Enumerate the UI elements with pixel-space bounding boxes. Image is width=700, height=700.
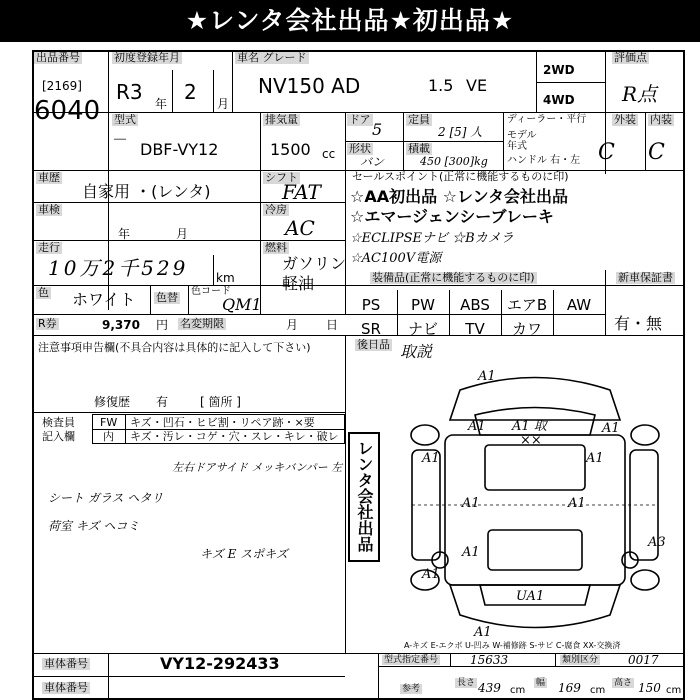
length-unit: cm	[510, 685, 526, 696]
car-damage-diagram	[390, 360, 680, 650]
damage-mark: A3	[648, 535, 666, 550]
color-change-label: 色替	[156, 291, 178, 304]
after-parts: 取説	[400, 342, 433, 361]
rental-stamp-text: レンタ会社出品	[355, 440, 374, 552]
note-3: 荷室 キズ ヘコミ	[48, 519, 140, 533]
shape-label: 形状	[349, 142, 371, 155]
inspector-label: 検査員 記入欄	[42, 416, 75, 443]
yen-unit: 円	[156, 318, 169, 332]
drive-4wd: 4WD	[543, 93, 575, 107]
damage-mark: A1	[468, 419, 486, 434]
equip-pw: PW	[411, 296, 435, 314]
length-label: 長さ	[457, 678, 476, 688]
damage-mark: ××	[520, 433, 542, 448]
damage-mark: A1	[462, 496, 480, 511]
equip-tv: TV	[465, 320, 485, 338]
repair-yes: 有	[156, 395, 169, 409]
selling-point-2: ☆エマージェンシーブレーキ	[350, 207, 554, 226]
chassis-number: VY12-292433	[160, 654, 280, 673]
ext-grade: C	[598, 140, 615, 165]
width-label: 幅	[536, 678, 546, 688]
height: 150	[638, 681, 661, 695]
repair-label: 修復歴	[94, 395, 131, 409]
equip-sr: SR	[361, 320, 381, 338]
chassis-label: 車体番号	[44, 657, 88, 670]
damage-mark: UA1	[516, 589, 545, 604]
recycle: 9,370	[102, 318, 140, 332]
ref-label: 参考	[402, 684, 421, 694]
note-2: シート ガラス ヘタリ	[48, 491, 164, 505]
class-label: 類別区分	[562, 655, 599, 665]
car-name: NV150 AD	[258, 74, 361, 98]
handle-label: ハンドル 右・左	[507, 155, 581, 166]
cc-value: 1500	[270, 140, 311, 159]
color-label: 色	[38, 286, 49, 299]
warranty: 有・無	[614, 314, 663, 333]
notes-label: 注意事項申告欄(不具合内容は具体的に記入して下さい)	[38, 341, 311, 354]
ac-label: 冷房	[265, 203, 287, 216]
width: 169	[558, 681, 581, 695]
selling-point-4: ☆AC100V電源	[350, 251, 442, 266]
drive-2wd: 2WD	[543, 63, 575, 77]
banner-title: ★レンタ会社出品★初出品★	[0, 0, 700, 42]
lot-sub: [2169]	[42, 79, 82, 93]
inspection-month: 月	[176, 227, 189, 241]
model-year-label: モデル 年式	[507, 130, 537, 152]
ac: AC	[285, 216, 315, 240]
damage-mark: A1	[422, 451, 440, 466]
inspection-year: 年	[118, 227, 131, 241]
equip-airbag: エアB	[506, 296, 548, 314]
shape: バン	[360, 155, 385, 169]
damage-mark: A1	[478, 369, 496, 384]
height-label: 高さ	[614, 678, 633, 688]
model-code: DBF-VY12	[140, 140, 219, 159]
equip-leather: カワ	[511, 320, 542, 338]
selling-points-label: セールスポイント(正常に機能するものに印)	[352, 170, 569, 183]
load-label: 積載	[408, 142, 430, 155]
shift-label: シフト	[265, 171, 298, 184]
score: R点	[622, 82, 658, 106]
equip-ps: PS	[361, 296, 381, 314]
class: 0017	[628, 653, 659, 667]
fuel-gasoline: ガソリン	[282, 254, 347, 273]
int-grade: C	[648, 140, 665, 165]
note-4: キズ E スポキズ	[200, 547, 288, 561]
dealer-label: ディーラー・平行	[507, 114, 587, 125]
length: 439	[478, 681, 501, 695]
legend-in: 内	[103, 430, 114, 443]
damage-mark: A1	[586, 451, 604, 466]
recycle-label: R券	[38, 317, 57, 330]
form-no: 15633	[470, 653, 509, 667]
repair-loc: [ 箇所 ]	[200, 395, 241, 409]
lot-label: 出品番号	[36, 51, 80, 64]
form-no-label: 型式指定番号	[384, 655, 439, 665]
equipment-label: 装備品(正常に機能するものに印)	[372, 271, 535, 284]
usage: 自家用 ・(レンタ)	[82, 182, 211, 201]
color: ホワイト	[72, 290, 136, 309]
doors: 5	[372, 120, 383, 139]
model-label: 型式	[114, 113, 136, 126]
mileage: 10万2千529	[48, 256, 189, 280]
year-unit: 年	[155, 97, 168, 111]
cc-unit: cc	[322, 147, 336, 161]
first-reg-label: 初度登録年月	[114, 51, 180, 64]
damage-mark: A1	[474, 625, 492, 640]
capacity-label: 定員	[408, 113, 430, 126]
legend-fw: FW	[100, 416, 118, 429]
mileage-label: 走行	[38, 241, 60, 254]
after-parts-label: 後日品	[357, 338, 390, 351]
doors-label: ドア	[349, 113, 371, 126]
blank-footer-label: 車体番号	[44, 681, 88, 694]
name-change-label: 名変期限	[180, 317, 224, 330]
era: R3	[116, 80, 143, 104]
color-code: QM1	[222, 295, 262, 314]
note-1: 左右ドアサイド メッキバンパー 左	[172, 461, 343, 474]
selling-point-1: ☆AA初出品 ☆レンタ会社出品	[350, 187, 568, 206]
color-code-label: 色コード	[191, 286, 231, 297]
history-label: 車歴	[38, 171, 60, 184]
engine-liters: 1.5	[428, 76, 454, 95]
load: 450 [300]kg	[420, 155, 488, 168]
grade: VE	[466, 76, 488, 95]
damage-mark: A1	[462, 545, 480, 560]
score-label: 評価点	[614, 51, 647, 64]
shift: FAT	[282, 180, 321, 204]
inspection-label: 車検	[38, 203, 60, 216]
damage-mark: A1	[602, 421, 620, 436]
damage-legend: A-キズ E-エクボ U-凹み W-補修跡 S-サビ C-腐食 XX-交換済	[404, 641, 621, 650]
nc-day: 日	[326, 318, 339, 332]
damage-mark: A1 取	[512, 419, 547, 434]
month-unit: 月	[217, 97, 230, 111]
fuel-label: 燃料	[265, 241, 287, 254]
reg-month: 2	[184, 80, 197, 104]
equip-abs: ABS	[460, 296, 490, 314]
ext-label: 外装	[614, 113, 636, 126]
capacity: 2 [5] 人	[438, 125, 483, 139]
equip-navi: ナビ	[407, 320, 438, 338]
height-unit: cm	[666, 685, 682, 696]
equip-aw: AW	[566, 296, 592, 314]
legend-in-text: キズ・汚レ・コゲ・穴・スレ・キレ・破レ	[130, 430, 339, 443]
damage-mark: A1	[422, 567, 440, 582]
int-label: 内装	[650, 113, 672, 126]
warranty-label: 新車保証書	[618, 271, 673, 284]
lot-number: 6040	[34, 96, 101, 126]
model-dash: －	[112, 130, 129, 149]
selling-point-3: ☆ECLIPSEナビ ☆Bカメラ	[350, 231, 514, 246]
width-unit: cm	[590, 685, 606, 696]
damage-mark: A1	[568, 496, 586, 511]
nc-month: 月	[286, 318, 299, 332]
cc-label: 排気量	[265, 113, 298, 126]
legend-fw-text: キズ・凹石・ヒビ割・リペア跡・×要	[130, 416, 315, 429]
car-name-label: 車名 グレード	[237, 51, 307, 64]
km-unit: km	[216, 271, 235, 285]
fuel-diesel: 軽油	[282, 274, 315, 293]
